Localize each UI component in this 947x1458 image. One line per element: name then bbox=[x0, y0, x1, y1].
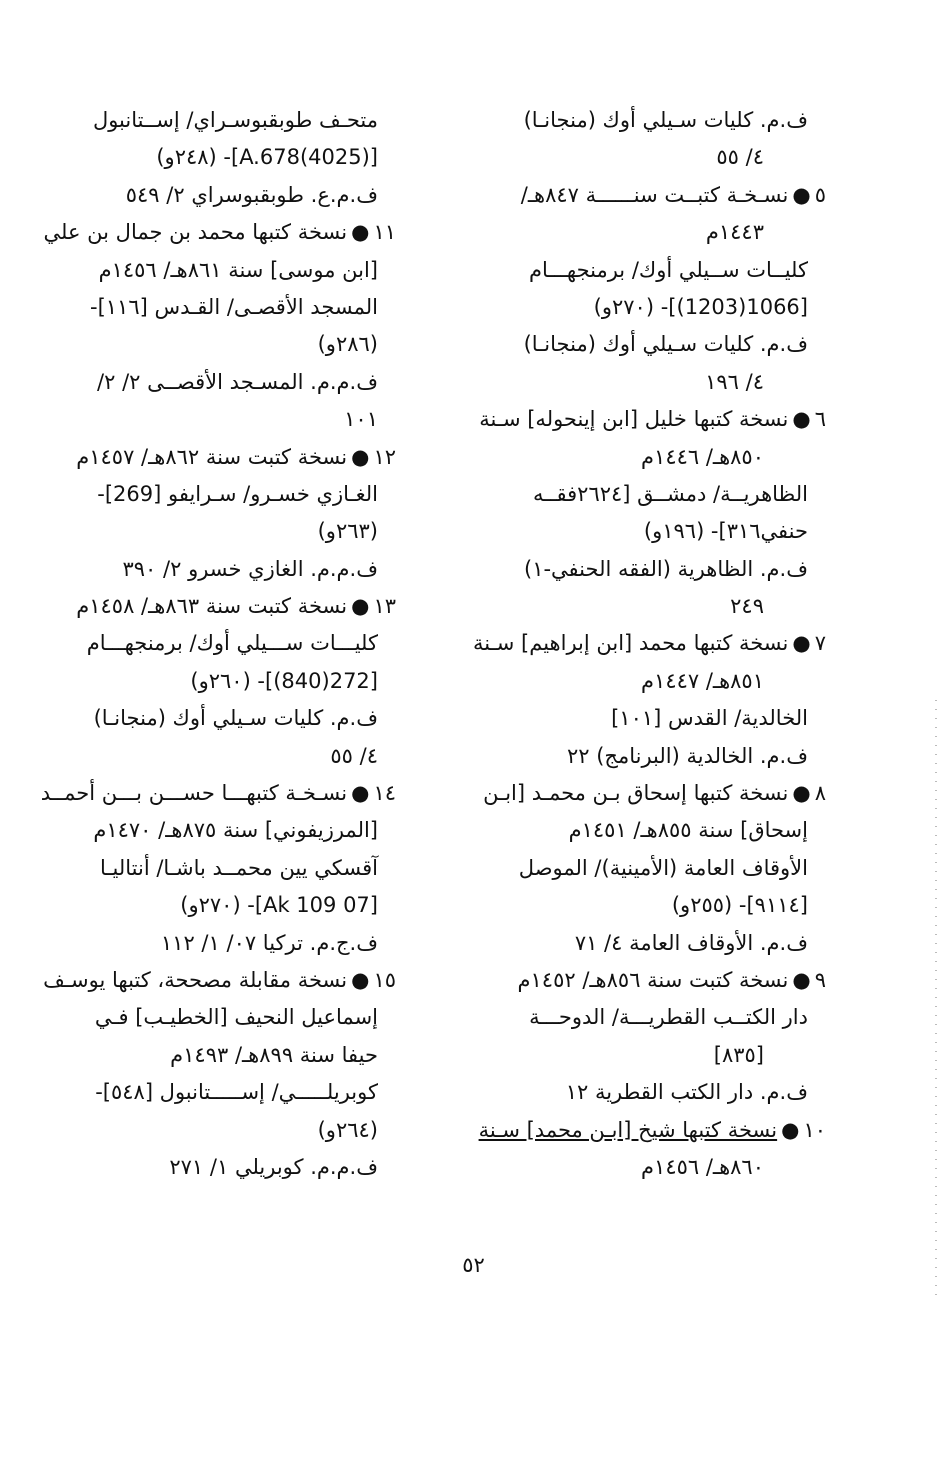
left-entry-line: (٢٦٣و) bbox=[317, 519, 378, 544]
bullet-icon: ● bbox=[792, 407, 811, 432]
right-entry-line: ٤/ ١٩٦ bbox=[705, 369, 764, 394]
entry-number: ٥ bbox=[814, 182, 826, 207]
bullet-icon: ● bbox=[351, 781, 370, 806]
right-entry-heading bbox=[476, 775, 826, 812]
scan-edge-marks bbox=[935, 700, 937, 1300]
left-entry-heading bbox=[43, 962, 396, 999]
right-entry-line: ف.م. الخالدية (البرنامج) ٢٢ bbox=[566, 743, 808, 768]
left-entry-line: [272(840)]- (٢٦٠و) bbox=[190, 668, 378, 693]
entry-text: نسخة كتبها شيخ [ابـن محمد] سـنة bbox=[478, 1117, 778, 1142]
left-entry-line: [ابن موسى] سنة ٨٦١هـ/ ١٤٥٦م bbox=[98, 257, 378, 282]
entry-number: ٧ bbox=[814, 631, 826, 656]
entry-text: نسخة كتبها خليل [ابن إينحوله] سـنة bbox=[479, 407, 789, 432]
right-entry-line: الظاهريــة/ دمشــق [٢٦٢٤فقــه bbox=[532, 481, 808, 506]
right-entry-line: الأوقاف العامة (الأمينية)/ الموصل bbox=[518, 855, 808, 880]
entry-number: ٩ bbox=[814, 967, 826, 992]
entry-number: ١٥ bbox=[373, 967, 396, 992]
left-entry-line: [07 Ak 109]- (٢٧٠و) bbox=[180, 893, 378, 918]
entry-number: ١٣ bbox=[373, 594, 396, 619]
left-entry-line: ف.ج.م. تركيا ٠٧/ ١/ ١١٢ bbox=[160, 930, 378, 955]
right-entry-line: ٨٥١هـ/ ١٤٤٧م bbox=[641, 668, 764, 693]
right-column bbox=[473, 102, 826, 1186]
left-entry-line: متحـف طوبقبوسـراي/ إســتانبول bbox=[92, 108, 378, 132]
entry-text: نسخة كتبها إسحاق بـن محمـد [ابـن bbox=[483, 781, 789, 806]
entry-text: نسخة كتبت سنة ٨٥٦هـ/ ١٤٥٢م bbox=[517, 967, 789, 992]
entry-number: ١١ bbox=[373, 220, 396, 245]
right-entry-line: ١٤٤٣م bbox=[705, 220, 764, 245]
right-entry-line: كليــات ســيلي أوك/ برمنجهـــام bbox=[529, 257, 808, 282]
right-entry-line: [1066(1203)]- (٢٧٠و) bbox=[593, 294, 808, 319]
left-entry-line: (٢٦٤و) bbox=[317, 1117, 378, 1142]
left-entry-line: ١٠١ bbox=[344, 407, 378, 432]
right-entry-line: [٨٣٥] bbox=[713, 1042, 764, 1067]
bullet-icon: ● bbox=[351, 967, 370, 992]
right-entry-line: ف.م. دار الكتب القطرية ١٢ bbox=[565, 1080, 808, 1105]
left-entry-heading bbox=[40, 775, 396, 812]
left-entry-line: (٢٨٦و) bbox=[317, 332, 378, 357]
left-entry-line: [المرزيفوني] سنة ٨٧٥هـ/ ١٤٧٠م bbox=[93, 818, 378, 843]
left-entry-heading bbox=[43, 214, 396, 251]
right-entry-line: ٨٦٠هـ/ ١٤٥٦م bbox=[641, 1154, 764, 1179]
bullet-icon: ● bbox=[792, 182, 811, 207]
left-entry-line: ف.م.م. الغازي خسرو ٢/ ٣٩٠ bbox=[122, 556, 378, 581]
entry-text: نسـخـة كتبــت سنــــــة ٨٤٧هـ/ bbox=[520, 182, 789, 207]
right-entry-line: ف.م. كليات سـيلي أوك (منجانـا) bbox=[523, 108, 808, 132]
left-entry-line: ف.م. كليات سـيلي أوك (منجانـا) bbox=[93, 706, 378, 731]
left-entry-line: إسماعيل النحيف [الخطيـب] فـي bbox=[94, 1005, 378, 1030]
right-entry-line: إسحاق] سنة ٨٥٥هـ/ ١٤٥١م bbox=[568, 818, 808, 843]
right-entry-line: ف.م. كليات سـيلي أوك (منجانـا) bbox=[523, 332, 808, 357]
left-entry-line: ٤/ ٥٥ bbox=[330, 743, 378, 768]
left-entry-line: ف.م.م. المسـجد الأقصــى ٢/ ٢/ bbox=[97, 369, 378, 394]
right-entry-line: [٩١١٤]- (٢٥٥و) bbox=[671, 893, 808, 918]
bullet-icon: ● bbox=[792, 781, 811, 806]
entry-text: نسخة كتبها محمد [ابن إبراهيم] سـنة bbox=[473, 631, 789, 656]
right-entry-heading bbox=[476, 962, 826, 999]
right-entry-line: حنفي٣١٦]- (١٩٦و) bbox=[643, 519, 808, 544]
entry-text: نسخة كتبت سنة ٨٦٢هـ/ ١٤٥٧م bbox=[76, 444, 348, 469]
left-entry-line: الغـازي خسـرو/ سـرايفو [269]- bbox=[97, 481, 378, 506]
left-entry-line: كليـــات ســـيلي أوك/ برمنجهـــام bbox=[86, 631, 378, 656]
right-entry-line: الخالدية/ القدس [١٠١] bbox=[611, 706, 808, 731]
left-entry-heading bbox=[76, 439, 396, 476]
left-column bbox=[40, 102, 396, 1186]
entry-number: ٦ bbox=[814, 407, 826, 432]
right-entry-line: ٢٤٩ bbox=[730, 594, 764, 619]
left-entry-line: حيفا سنة ٨٩٩هـ/ ١٤٩٣م bbox=[170, 1042, 378, 1067]
left-entry-line: المسجد الأقصـى/ القـدس [١١٦]- bbox=[90, 294, 378, 319]
bullet-icon: ● bbox=[792, 631, 811, 656]
entry-number: ١٢ bbox=[373, 444, 396, 469]
left-entry-heading bbox=[76, 588, 396, 625]
left-entry-line: [(4025)A.678]- (٢٤٨و) bbox=[156, 145, 378, 170]
page-number: ٥٢ bbox=[462, 1253, 485, 1277]
bullet-icon: ● bbox=[792, 967, 811, 992]
bullet-icon: ● bbox=[351, 444, 370, 469]
right-entry-heading bbox=[473, 625, 826, 662]
entry-number: ٨ bbox=[814, 781, 826, 806]
right-entry-line: ٨٥٠هـ/ ١٤٤٦م bbox=[641, 444, 764, 469]
right-entry-line: ٤/ ٥٥ bbox=[716, 145, 764, 170]
entry-number: ١٤ bbox=[373, 781, 396, 806]
entry-text: نسخة كتبت سنة ٨٦٣هـ/ ١٤٥٨م bbox=[76, 594, 348, 619]
right-entry-heading bbox=[476, 177, 826, 214]
right-entry-heading bbox=[476, 1112, 826, 1149]
left-entry-line: ف.م.م. كوبريلي ١/ ٢٧١ bbox=[169, 1154, 378, 1179]
right-entry-line: ف.م. الأوقاف العامة ٤/ ٧١ bbox=[574, 930, 808, 955]
entry-text: نسـخـة كتبهـــا حســـن بـــن أحمــد bbox=[40, 781, 348, 806]
left-entry-line: آقسكي يين محمــد باشـا/ أنتاليـا bbox=[99, 855, 378, 880]
left-entry-line: كوبريلـــــي/ إســـــتانبول [٥٤٨]- bbox=[95, 1080, 378, 1105]
right-entry-line: دار الكتــب القطريـــة/ الدوحـــة bbox=[529, 1005, 808, 1030]
entry-text: نسخة مقابلة مصححة، كتبها يوسـف bbox=[43, 967, 348, 992]
bullet-icon: ● bbox=[351, 220, 370, 245]
bullet-icon: ● bbox=[781, 1117, 800, 1142]
left-entry-line: ف.م.ع. طوبقبوسراي ٢/ ٥٤٩ bbox=[125, 182, 378, 207]
entry-text: نسخة كتبها محمد بن جمال بن علي bbox=[43, 220, 348, 245]
right-entry-line: ف.م. الظاهرية (الفقه الحنفي-١) bbox=[523, 556, 808, 581]
entry-number: ١٠ bbox=[803, 1117, 826, 1142]
right-entry-heading bbox=[476, 401, 826, 438]
bullet-icon: ● bbox=[351, 594, 370, 619]
